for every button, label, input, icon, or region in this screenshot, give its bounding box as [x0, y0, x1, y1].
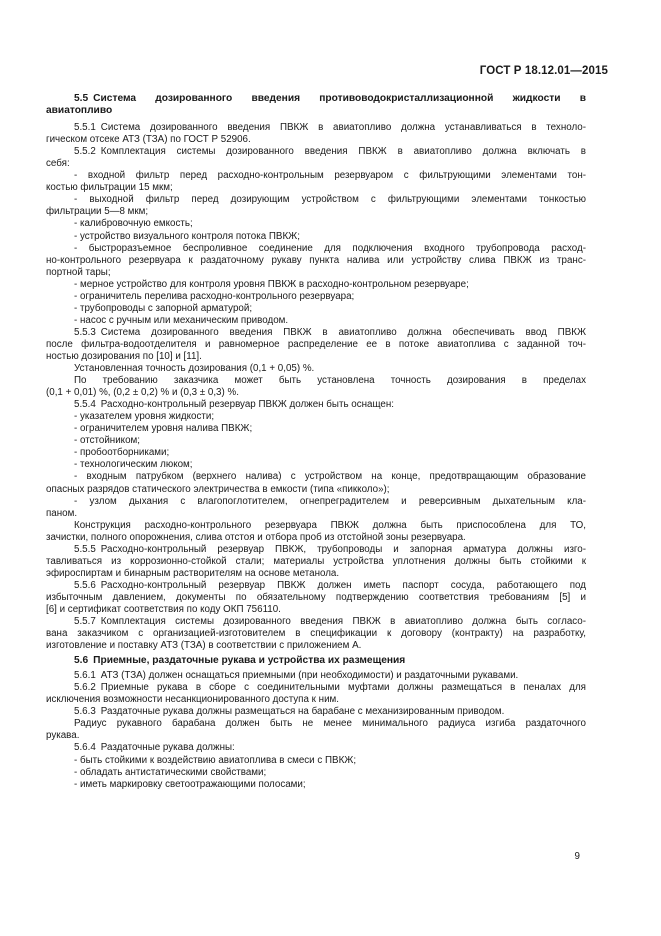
list-item: - быть стойкими к воздействию авиатоплива в смеси с ПВКЖ; [74, 754, 357, 766]
list-item: - быстроразъемное беспроливное соединение для подключения входного трубопровода расход- [74, 242, 586, 254]
page-number: 9 [574, 851, 580, 862]
paragraph-5-5-1: 5.5.1 Система дозированного введения ПВКЖ в авиатопливо должна устанавливаться в техноло- [74, 122, 586, 134]
paragraph-5-5-7-cont: изготовление и поставку АТЗ (ТЗА) в соответствии с приложением А. [46, 640, 362, 652]
paragraph-5-5-6-cont: избыточным давлением, документы по обязательному подтверждению соответствия требованиям [5] и [46, 591, 586, 603]
paragraph-5-5-3: 5.5.3 Система дозированного введения ПВКЖ в авиатопливо должна обеспечивать ввод ПВКЖ [74, 326, 586, 338]
list-item-cont: костью фильтрации 15 мкм; [46, 182, 173, 194]
paragraph-5-5-5-cont: эфироспиртам и бинарным растворителям на основе метанола. [46, 567, 340, 579]
paragraph-5-6-2-cont: исключения возможности несанкционированного доступа к ним. [46, 694, 340, 706]
list-item: - технологическим люком; [74, 459, 193, 471]
list-item: - пробоотборниками; [74, 447, 170, 459]
list-item: - калибровочную емкость; [74, 218, 193, 230]
paragraph-5-5-7-cont: вана заказчиком с организацией-изготовителем в спецификации к договору (контракту) на разработку, [46, 628, 586, 640]
paragraph-5-6-3: 5.6.3 Раздаточные рукава должны размещаться на барабане с механизированным приводом. [74, 706, 505, 718]
list-item: - узлом дыхания с влагопоглотителем, огнепреградителем и реверсивным дыхательным кла- [74, 495, 586, 507]
list-item: - входным патрубком (верхнего налива) с устройством на конце, предотвращающим образование [74, 471, 586, 483]
paragraph-5-5-2-cont: себя: [46, 158, 70, 170]
paragraph-5-5-3-cont: после фильтра-водоотделителя и равномерное распределение ее в потоке авиатоплива с заданной точ- [46, 338, 586, 350]
radius-paragraph-cont: рукава. [46, 730, 80, 742]
paragraph-5-5-6: 5.5.6 Расходно-контрольный резервуар ПВКЖ должен иметь паспорт сосуда, работающего под [74, 579, 586, 591]
list-item: - мерное устройство для контроля уровня ПВКЖ в расходно-контрольном резервуаре; [74, 278, 469, 290]
list-item: - трубопроводы с запорной арматурой; [74, 302, 253, 314]
list-item: - ограничителем уровня налива ПВКЖ; [74, 423, 253, 435]
list-item-cont: паном. [46, 507, 78, 519]
radius-paragraph: Радиус рукавного барабана должен быть не менее минимального радиуса изгиба раздаточного [74, 718, 586, 730]
paragraph-5-6-4: 5.6.4 Раздаточные рукава должны: [74, 742, 235, 754]
list-item: - выходной фильтр перед дозирующим устройством с фильтрующими элементами тонкостью [74, 194, 586, 206]
section-heading-5-5: 5.5 Система дозированного введения противоводокристаллизационной жидкости в [74, 93, 586, 104]
paragraph-5-5-3-cont: ностью дозирования по [10] и [11]. [46, 350, 202, 362]
paragraph-5-5-7: 5.5.7 Комплектация системы дозированного введения ПВКЖ в авиатопливо должна быть согласо- [74, 616, 586, 628]
list-item-cont: фильтрации 5—8 мкм; [46, 206, 149, 218]
accuracy-paragraph-2: По требованию заказчика может быть установлена точность дозирования в пределах [74, 375, 586, 387]
paragraph-5-5-4: 5.5.4 Расходно-контрольный резервуар ПВКЖ должен быть оснащен: [74, 399, 395, 411]
list-item: - обладать антистатическими свойствами; [74, 766, 267, 778]
list-item: - входной фильтр перед расходно-контрольным резервуаром с фильтрующими элементами тон- [74, 170, 586, 182]
document-header: ГОСТ Р 18.12.01—2015 [479, 65, 608, 77]
document-body [46, 93, 586, 791]
paragraph-5-5-6-cont: [6] и сертификат соответствия по коду ОКП 756110. [46, 603, 281, 615]
construction-paragraph-cont: зачистки, полного опорожнения, слива отстоя и отбора проб из отстойной зоны резервуара. [46, 531, 466, 543]
list-item-cont: портной тары; [46, 266, 111, 278]
paragraph-5-6-2: 5.6.2 Приемные рукава в сборе с соединительными муфтами должны размещаться в пеналах для [74, 682, 586, 694]
paragraph-5-5-5-cont: тавливаться из коррозионно-стойкой стали; материалы устройства уплотнения должны быть стойкими к [46, 555, 586, 567]
list-item: - ограничитель перелива расходно-контрольного резервуара; [74, 290, 355, 302]
section-heading-5-6: 5.6 Приемные, раздаточные рукава и устройства их размещения [74, 655, 406, 667]
list-item-cont: опасных разрядов статического электричества в емкости (типа «пикколо»); [46, 483, 390, 495]
list-item: - отстойником; [74, 435, 140, 447]
list-item-cont: но-контрольного резервуара к раздаточному рукаву пункта налива или устройству слива ПВКЖ из транс- [46, 254, 586, 266]
paragraph-5-5-5: 5.5.5 Расходно-контрольный резервуар ПВКЖ, трубопроводы и запорная арматура должны изго- [74, 543, 586, 555]
section-heading-5-5-cont: авиатопливо [46, 105, 113, 117]
paragraph-5-5-1-cont: гическом отсеке АТЗ (ТЗА) по ГОСТ Р 52906. [46, 134, 251, 146]
accuracy-paragraph: Установленная точность дозирования (0,1 + 0,05) %. [74, 363, 315, 375]
list-item: - иметь маркировку светоотражающими полосами; [74, 778, 306, 790]
construction-paragraph: Конструкция расходно-контрольного резервуара ПВКЖ должна быть приспособлена для ТО, [74, 519, 586, 531]
accuracy-paragraph-2-cont: (0,1 + 0,01) %, (0,2 ± 0,2) % и (0,3 ± 0,3) %. [46, 387, 239, 399]
list-item: - устройство визуального контроля потока ПВКЖ; [74, 230, 300, 242]
list-item: - насос с ручным или механическим приводом. [74, 314, 289, 326]
paragraph-5-5-2: 5.5.2 Комплектация системы дозированного введения ПВКЖ в авиатопливо должна включать в [74, 146, 586, 158]
list-item: - указателем уровня жидкости; [74, 411, 215, 423]
paragraph-5-6-1: 5.6.1 АТЗ (ТЗА) должен оснащаться приемными (при необходимости) и раздаточными рукавами. [74, 670, 519, 682]
